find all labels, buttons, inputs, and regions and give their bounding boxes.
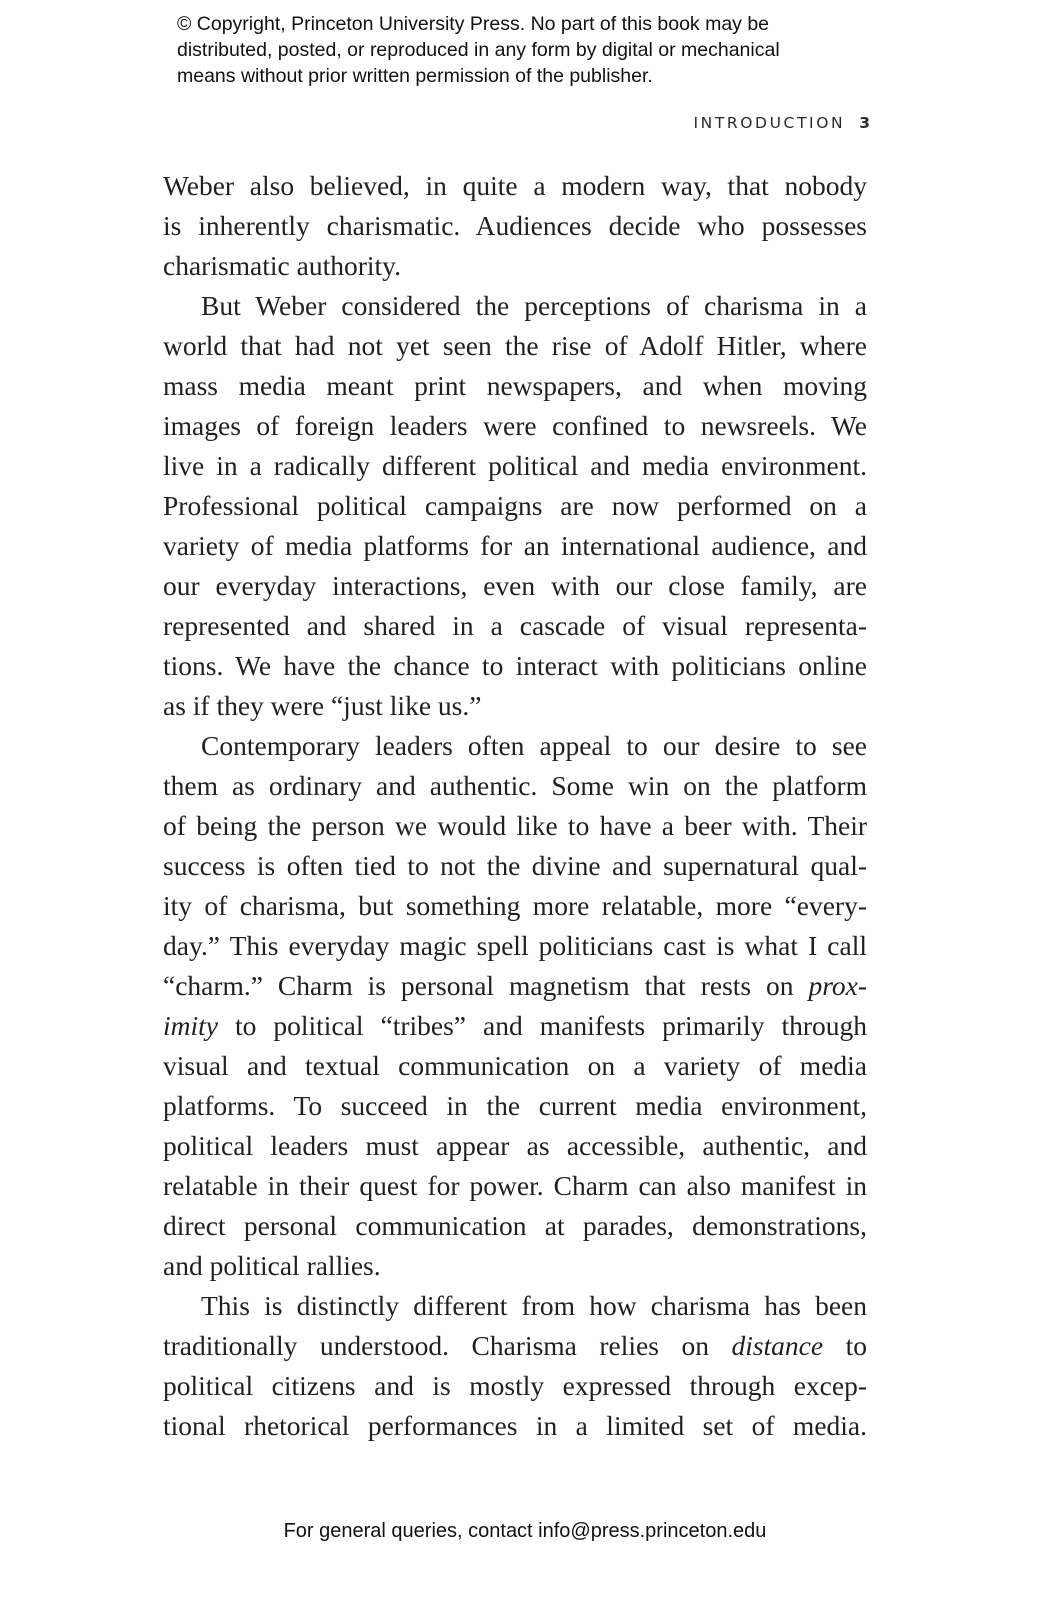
italic-text: distance (731, 1330, 824, 1361)
text-line: is inherently charismatic. Audiences decide who possesses (163, 210, 867, 241)
text-line: tions. We have the chance to interact with politicians online (163, 650, 867, 681)
text-line: day.” This everyday magic spell politicians cast is what I call (163, 930, 867, 961)
paragraph-start-line: Contemporary leaders often appeal to our desire to see (201, 730, 867, 761)
text-line: charismatic authority. (163, 250, 401, 281)
text-run: traditionally understood. Charisma relies on (163, 1330, 732, 1361)
text-line: them as ordinary and authentic. Some win on the platform (163, 770, 867, 801)
text-run: “charm.” Charm is personal magnetism that rests on (163, 970, 809, 1001)
text-line: Weber also believed, in quite a modern way, that nobody (163, 170, 867, 201)
paragraph-start-line: But Weber considered the perceptions of charisma in a (201, 290, 867, 321)
text-line (163, 966, 867, 1006)
copyright-line: © Copyright, Princeton University Press. No part of this book may be (177, 13, 770, 35)
paragraph-start-line: This is distinctly different from how charisma has been (201, 1290, 867, 1321)
page-number: 3 (859, 114, 870, 132)
footer-contact: For general queries, contact info@press.princeton.edu (283, 1520, 767, 1542)
text-line: of being the person we would like to have a beer with. Their (163, 810, 867, 841)
text-line: and political rallies. (163, 1250, 381, 1281)
text-line: as if they were “just like us.” (163, 690, 482, 721)
text-line: relatable in their quest for power. Charm can also manifest in (163, 1170, 867, 1201)
text-line (163, 1326, 867, 1366)
text-line: images of foreign leaders were confined to newsreels. We (163, 410, 867, 441)
text-line: variety of media platforms for an international audience, and (163, 530, 867, 561)
text-run: to political “tribes” and manifests primarily through (235, 1010, 867, 1041)
section-title: INTRODUCTION (693, 114, 846, 132)
text-line: mass media meant print newspapers, and when moving (163, 370, 867, 401)
text-line (163, 1006, 867, 1046)
text-line: platforms. To succeed in the current media environment, (163, 1090, 867, 1121)
copyright-line: distributed, posted, or reproduced in any form by digital or mechanical (177, 39, 780, 61)
text-run: to (823, 1330, 867, 1361)
text-line: represented and shared in a cascade of visual representa- (163, 610, 867, 641)
text-line: Professional political campaigns are now performed on a (163, 490, 867, 521)
text-line: political citizens and is mostly expressed through excep- (163, 1370, 867, 1401)
body-text (163, 166, 867, 1446)
text-line: world that had not yet seen the rise of Adolf Hitler, where (163, 330, 867, 361)
text-line: direct personal communication at parades, demonstrations, (163, 1210, 867, 1241)
text-line: ity of charisma, but something more relatable, more “every- (163, 890, 867, 921)
text-line: live in a radically different political and media environment. (163, 450, 867, 481)
copyright-line: means without prior written permission of the publisher. (177, 65, 653, 87)
running-head (693, 114, 870, 132)
italic-text: imity (163, 1010, 218, 1041)
text-line: tional rhetorical performances in a limited set of media. (163, 1410, 867, 1441)
text-line: our everyday interactions, even with our close family, are (163, 570, 867, 601)
text-line: political leaders must appear as accessible, authentic, and (163, 1130, 867, 1161)
text-line: visual and textual communication on a variety of media (163, 1050, 867, 1081)
italic-text: prox- (808, 970, 867, 1001)
text-line: success is often tied to not the divine and supernatural qual- (163, 850, 867, 881)
copyright-notice (177, 11, 877, 89)
